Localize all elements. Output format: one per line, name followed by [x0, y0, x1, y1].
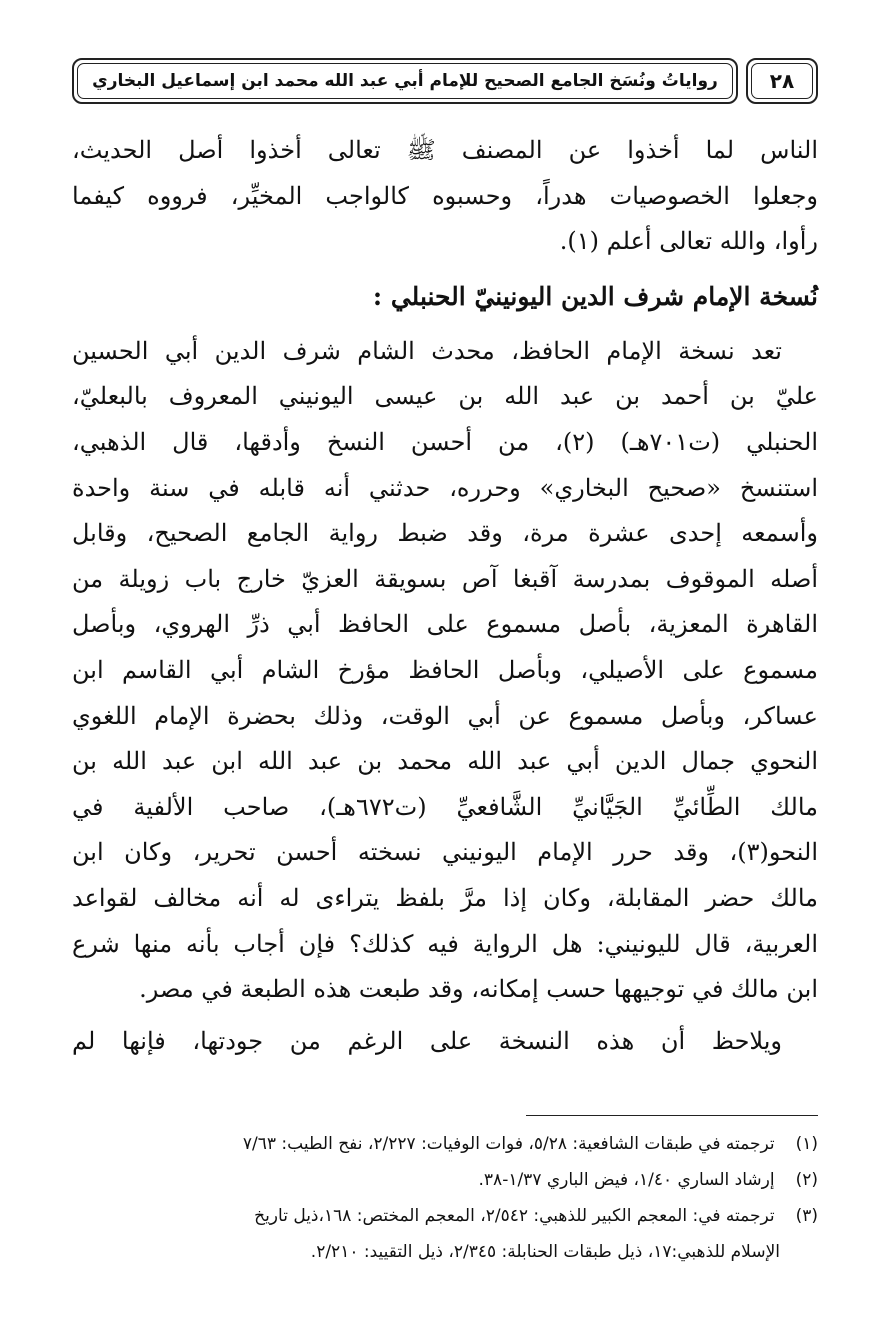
- paragraph-3: [72, 1019, 818, 1065]
- paragraph-1: [72, 128, 818, 265]
- paragraph-2: [72, 329, 818, 1013]
- text-line: مسموع على الأصيلي، وبأصل الحافظ مؤرخ الشام أبي القاسم ابن: [72, 655, 818, 684]
- text-line: ويلاحظ أن هذه النسخة على الرغم من جودتها، فإنها لم: [72, 1026, 783, 1055]
- text-line: الحنبلي (ت٧٠١هـ) (٢)، من أحسن النسخ وأدقها، قال الذهبي،: [72, 427, 819, 456]
- page-number: ٢٨: [769, 69, 795, 93]
- footnote-1: [72, 1126, 818, 1162]
- text-line: عساكر، وبأصل مسموع عن أبي الوقت، وذلك بحضرة الإمام اللغوي: [72, 701, 818, 730]
- text-line: تعد نسخة الإمام الحافظ، محدث الشام شرف الدين أبي الحسين: [72, 336, 782, 365]
- running-title: رواياتُ ونُسَخ الجامع الصحيح للإمام أبي عبد الله محمد ابن إسماعيل البخاري: [92, 71, 718, 91]
- footnotes: [72, 1126, 818, 1270]
- text-line: النحو(٣)، وقد حرر الإمام اليونيني نسخته أحسن تحرير، وكان ابن: [72, 838, 818, 867]
- text-line: الناس لما أخذوا عن المصنف ﷺ تعالى أخذوا أصل الحديث،: [72, 136, 818, 164]
- text-line: وجعلوا الخصوصيات هدراً، وحسبوه كالواجب المخيِّر، فرووه كيفما: [72, 181, 818, 210]
- text-line: مالك الطِّائيِّ الجَيَّانيِّ الشَّافعيِّ (ت٦٧٢هـ)، صاحب الألفية في: [72, 792, 819, 821]
- footnote-number: (٣): [795, 1206, 818, 1226]
- text-line: وأسمعه إحدى عشرة مرة، وقد ضبط رواية الجامع الصحيح، وقابل: [72, 519, 818, 548]
- text-line: رأوا، والله تعالى أعلم (١).: [559, 227, 818, 256]
- footnote-text: إرشاد الساري ١/٤٠، فيض الباري ١/٣٧-٣٨.: [478, 1170, 775, 1190]
- text-line: مالك حضر المقابلة، وكان إذا مرَّ بلفظ يتراءى له أنه مخالف لقواعد: [72, 883, 818, 912]
- section-heading: نُسخة الإمام شرف الدين اليونينيّ الحنبلي :: [372, 281, 818, 311]
- footnote-text: ترجمته في طبقات الشافعية: ٥/٢٨، فوات الوفيات: ٢/٢٢٧، نفح الطيب: ٧/٦٣: [242, 1134, 775, 1154]
- footnote-2: [72, 1162, 818, 1198]
- footnote-text: الإسلام للذهبي:١٧، ذيل طبقات الحنابلة: ٢/٣٤٥، ذيل التقييد: ٢/٢١٠.: [310, 1242, 780, 1262]
- main-text: [72, 128, 818, 1064]
- text-line: العربية، قال لليونيني: هل الرواية فيه كذلك؟ فإن أجاب بأنه منها شرع: [72, 929, 818, 958]
- text-line: عليّ بن أحمد بن عبد الله بن عيسى اليونيني المعروف بالبعليّ،: [72, 382, 818, 411]
- text-line: القاهرة المعزية، بأصل مسموع على الحافظ أبي ذرِّ الهروي، وبأصل: [72, 610, 818, 639]
- text-line: استنسخ «صحيح البخاري» وحرره، حدثني أنه قابله في سنة واحدة: [72, 473, 818, 502]
- text-line: ابن مالك في توجيهها حسب إمكانه، وقد طبعت هذه الطبعة في مصر.: [139, 975, 818, 1004]
- text-line: أصله الموقوف بمدرسة آقبغا آص بسويقة العزيّ خارج باب زويلة من: [72, 564, 818, 593]
- footnote-3: [72, 1198, 818, 1234]
- page-header: [72, 58, 818, 108]
- footnote-text: ترجمته في: المعجم الكبير للذهبي: ٢/٥٤٢، المعجم المختص: ١٦٨،ذيل تاريخ: [254, 1206, 775, 1226]
- text-line: النحوي جمال الدين أبي عبد الله محمد بن عبد الله ابن عبد الله بن: [72, 747, 818, 776]
- footnote-3-continued: [72, 1234, 818, 1270]
- running-title-frame: [72, 58, 738, 104]
- footnote-separator: [526, 1115, 818, 1116]
- page-number-frame: [746, 58, 818, 104]
- footnote-number: (٢): [795, 1170, 818, 1190]
- footnote-number: (١): [795, 1134, 818, 1154]
